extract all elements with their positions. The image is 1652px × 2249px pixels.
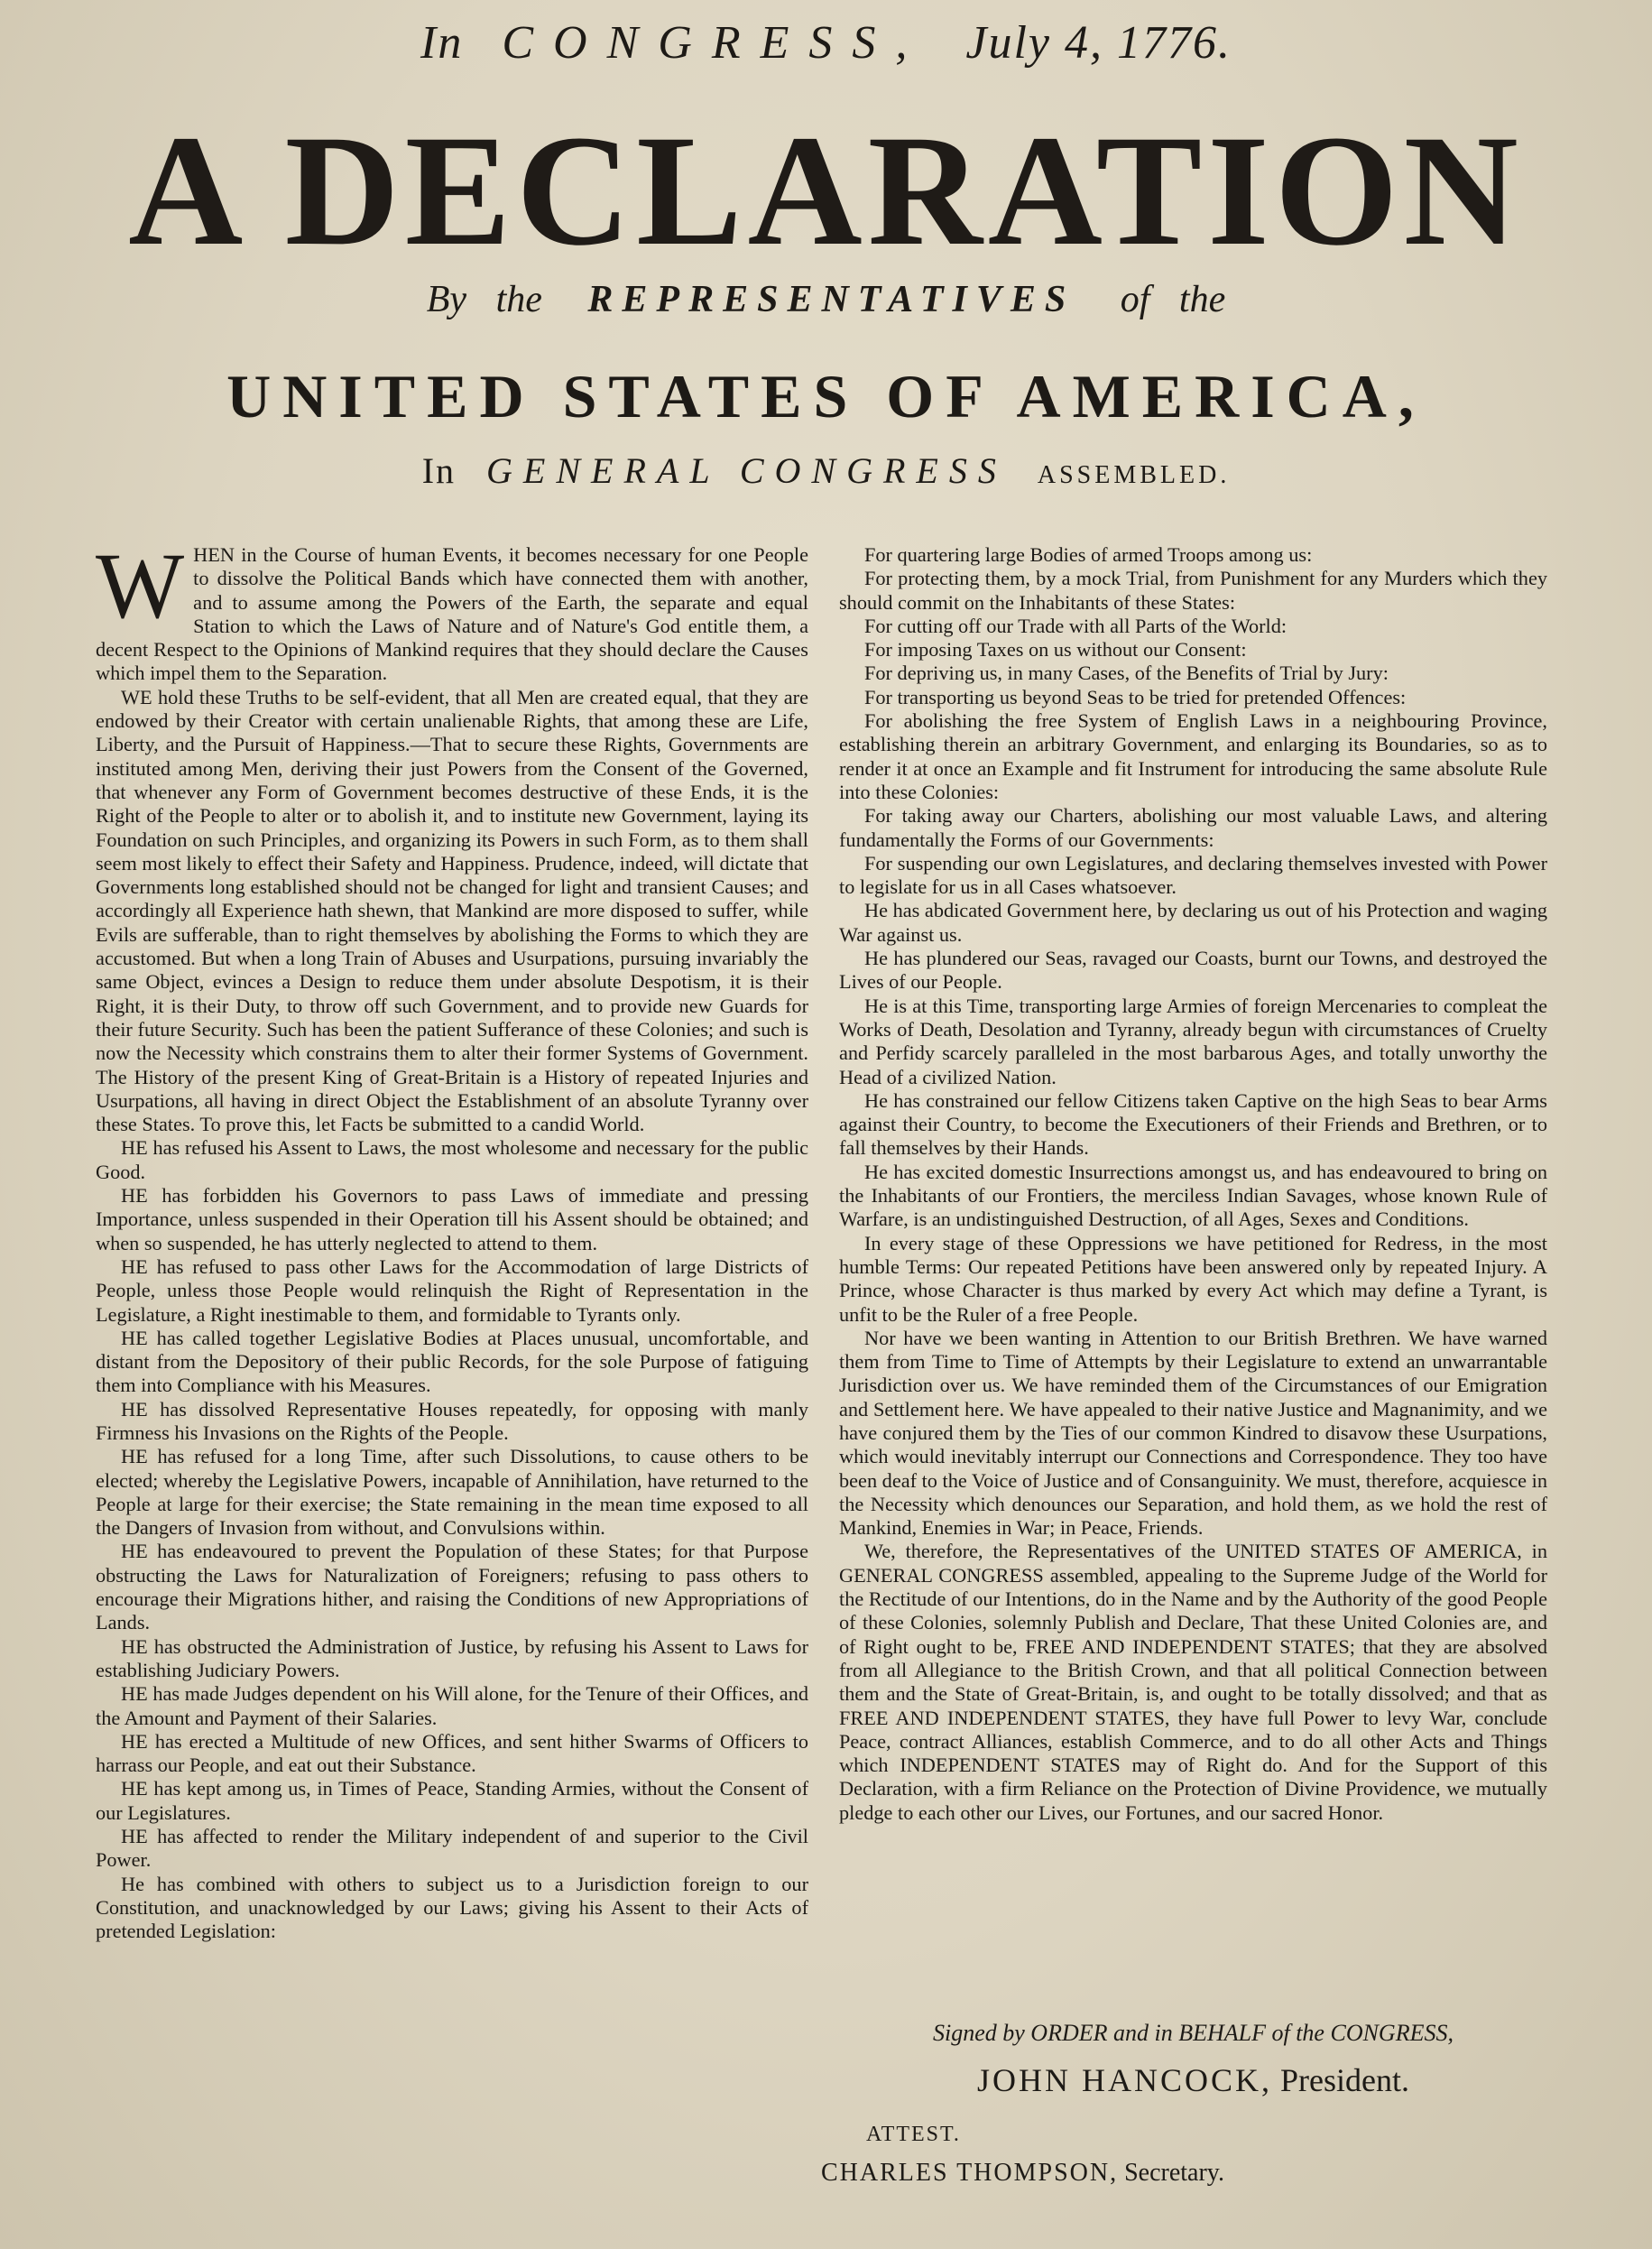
paragraph: HE has dissolved Representative Houses repeatedly, for opposing with manly Firmness his Invasions on the Rights of the People. xyxy=(96,1397,808,1444)
paragraph: For cutting off our Trade with all Parts of the World: xyxy=(864,614,1287,637)
drop-cap: W xyxy=(96,534,185,638)
paragraph: HE has refused his Assent to Laws, the most wholesome and necessary for the public Good. xyxy=(96,1136,808,1183)
paragraph-text: HEN in the Course of human Events, it becomes necessary for one People to dissolve the Political Bands which have connected them with another, and to assume among the Powers of the Earth, the separate and equal Station to which the Laws of Nature and of Nature's God entitle them, a decent Respect to the Opinions of Mankind requires that they should declare the Causes which impel them to the Separation. xyxy=(96,543,808,685)
paragraph: HE has kept among us, in Times of Peace, Standing Armies, without the Consent of our Legislatures. xyxy=(96,1777,808,1824)
assembled-line xyxy=(0,449,1652,492)
paragraph: For suspending our own Legislatures, and declaring themselves invested with Power to legislate for us in all Cases whatsoever. xyxy=(839,851,1547,899)
paragraph: We, therefore, the Representatives of the UNITED STATES OF AMERICA, in GENERAL CONGRESS assembled, appealing to the Supreme Judge of the World for the Rectitude of our Intentions, do in the Name and by the Authority of the good People of these Colonies, solemnly Publish and Declare, That these United Colonies are, and of Right ought to be, FREE AND INDEPENDENT STATES; that they are absolved from all Allegiance to the British Crown, and that all political Connection between them and the State of Great-Britain, is, and ought to be totally dissolved; and that as FREE AND INDEPENDENT STATES, they have full Power to levy War, conclude Peace, contract Alliances, establish Commerce, and to do all other Acts and Things which INDEPENDENT STATES may of Right do. And for the Support of this Declaration, with a firm Reliance on the Protection of Divine Providence, we mutually pledge to each other our Lives, our Fortunes, and our sacred Honor. xyxy=(839,1540,1547,1824)
thompson-title: Secretary. xyxy=(1124,2159,1224,2187)
hancock-title: President. xyxy=(1280,2062,1409,2098)
paragraph: For imposing Taxes on us without our Consent: xyxy=(864,638,1247,662)
header-congress: CONGRESS, xyxy=(502,17,928,69)
paragraph: HE has erected a Multitude of new Offices, and sent hither Swarms of Officers to harrass our People, and eat out their Substance. xyxy=(96,1729,808,1777)
paragraph: For abolishing the free System of English Laws in a neighbouring Province, establishing therein an arbitrary Government, and enlarging its Boundaries, so as to render it at once an Example and fit Instrument for introducing the same absolute Rule into these Colonies: xyxy=(839,709,1547,803)
paragraph: WE hold these Truths to be self-evident, that all Men are created equal, that they are endowed by their Creator with certain unalienable Rights, that among these are Life, Liberty, and the Pursuit of Happiness.—That to secure these Rights, Governments are instituted among Men, deriving their just Powers from the Consent of the Governed, that whenever any Form of Government becomes destructive of these Ends, it is the Right of the People to alter or to abolish it, and to institute new Government, laying its Foundation on such Principles, and organizing its Powers in such Form, as to them shall seem most likely to effect their Safety and Happiness. Prudence, indeed, will dictate that Governments long established should not be changed for light and transient Causes; and accordingly all Experience hath shewn, that Mankind are more disposed to suffer, while Evils are sufferable, than to right themselves by abolishing the Forms to which they are accustomed. But when a long Train of Abuses and Usurpations, pursuing invariably the same Object, evinces a Design to reduce them under absolute Despotism, it is their Right, it is their Duty, to throw off such Government, and to provide new Guards for their future Security. Such has been the patient Sufferance of these Colonies; and such is now the Necessity which constrains them to alter their former Systems of Government. The History of the present King of Great-Britain is a History of repeated Injuries and Usurpations, all having in direct Object the Establishment of an absolute Tyranny over these States. To prove this, let Facts be submitted to a candid World. xyxy=(96,685,808,1136)
paragraph: HE has forbidden his Governors to pass Laws of immediate and pressing Importance, unless suspended in their Operation till his Assent should be obtained; and when so suspended, he has utterly neglected to attend to them. xyxy=(96,1184,808,1254)
paragraph xyxy=(96,534,808,686)
paragraph: He has excited domestic Insurrections amongst us, and has endeavoured to bring on the Inhabitants of our Frontiers, the merciless Indian Savages, whose known Rule of Warfare, is an undistinguished Destruction, of all Ages, Sexes and Conditions. xyxy=(839,1160,1547,1231)
subtitle xyxy=(0,278,1652,321)
paragraph: For taking away our Charters, abolishing our most valuable Laws, and altering fundamentally the Forms of our Governments: xyxy=(839,804,1547,851)
subtitle-of-the: of the xyxy=(1120,279,1226,320)
paragraph: HE has endeavoured to prevent the Population of these States; for that Purpose obstructing the Laws for Naturalization of Foreigners; refusing to pass others to encourage their Migrations hither, and raising the Conditions of new Appropriations of Lands. xyxy=(96,1540,808,1634)
paragraph: HE has called together Legislative Bodies at Places unusual, uncomfortable, and distant from the Depository of their public Records, for the sole Purpose of fatiguing them into Compliance with his Measures. xyxy=(96,1326,808,1397)
assembled-word: ASSEMBLED. xyxy=(1037,461,1231,489)
header-line xyxy=(0,16,1652,69)
paragraph: Nor have we been wanting in Attention to our British Brethren. We have warned them from Time to Time of Attempts by their Legislature to extend an unwarrantable Jurisdiction over us. We have reminded them of the Circumstances of our Emigration and Settlement here. We have appealed to their native Justice and Magnanimity, and we have conjured them by the Ties of our common Kindred to disavow these Usurpations, which would inevitably interrupt our Connections and Correspondence. They too have been deaf to the Voice of Justice and of Consanguinity. We must, therefore, acquiesce in the Necessity which denounces our Separation, and hold them, as we hold the rest of Mankind, Enemies in War; in Peace, Friends. xyxy=(839,1326,1547,1540)
country-heading: UNITED STATES OF AMERICA, xyxy=(226,362,1426,430)
hancock-signature xyxy=(839,2061,1547,2099)
subtitle-by-the: By the xyxy=(426,279,542,320)
page-title: A DECLARATION xyxy=(128,103,1524,279)
paragraph: HE has made Judges dependent on his Will alone, for the Tenure of their Offices, and the Amount and Payment of their Salaries. xyxy=(96,1682,808,1729)
paragraph: He has plundered our Seas, ravaged our Coasts, burnt our Towns, and destroyed the Lives of our People. xyxy=(839,947,1547,994)
assembled-general-congress: GENERAL CONGRESS xyxy=(486,450,1007,491)
paragraph: He is at this Time, transporting large Armies of foreign Mercenaries to compleat the Works of Death, Desolation and Tyranny, already begun with circumstances of Cruelty and Perfidy scarcely paralleled in the most barbarous Ages, and totally unworthy the Head of a civilized Nation. xyxy=(839,994,1547,1088)
header-date: July 4, 1776. xyxy=(965,17,1232,69)
paragraph: He has abdicated Government here, by declaring us out of his Protection and waging War against us. xyxy=(839,899,1547,946)
paragraph: HE has affected to render the Military independent of and superior to the Civil Power. xyxy=(96,1825,808,1872)
left-column xyxy=(96,534,808,1944)
paragraph: He has constrained our fellow Citizens taken Captive on the high Seas to bear Arms against their Country, to become the Executioners of their Friends and Brethren, or to fall themselves by their Hands. xyxy=(839,1088,1547,1160)
paragraph: HE has refused to pass other Laws for the Accommodation of large Districts of People, unless those People would relinquish the Right of Representation in the Legislature, a Right inestimable to them, and formidable to Tyrants only. xyxy=(96,1254,808,1326)
signed-line: Signed by ORDER and in BEHALF of the CONGRESS, xyxy=(933,2020,1454,2046)
paragraph: For protecting them, by a mock Trial, from Punishment for any Murders which they should commit on the Inhabitants of these States: xyxy=(839,567,1547,614)
subtitle-representatives: REPRESENTATIVES xyxy=(587,279,1075,320)
attest-label: ATTEST. xyxy=(866,2123,961,2146)
header-in: In xyxy=(420,17,464,69)
paragraph: In every stage of these Oppressions we have petitioned for Redress, in the most humble Terms: Our repeated Petitions have been answered only by repeated Injury. A Prince, whose Character is thus marked by every Act which may define a Tyrant, is unfit to be the Ruler of a free People. xyxy=(839,1231,1547,1326)
paragraph: For quartering large Bodies of armed Troops among us: xyxy=(864,543,1313,566)
paragraph: For transporting us beyond Seas to be tried for pretended Offences: xyxy=(864,685,1407,708)
assembled-in: In xyxy=(421,450,457,491)
paragraph: He has combined with others to subject us to a Jurisdiction foreign to our Constitution, and unacknowledged by our Laws; giving his Assent to their Acts of pretended Legislation: xyxy=(96,1872,808,1943)
right-column xyxy=(839,543,1547,1825)
paragraph: For depriving us, in many Cases, of the Benefits of Trial by Jury: xyxy=(864,662,1389,685)
thompson-signature xyxy=(821,2159,1224,2188)
paragraph: HE has refused for a long Time, after such Dissolutions, to cause others to be elected; whereby the Legislative Powers, incapable of Annihilation, have returned to the People at large for their exercise; the State remaining in the mean time exposed to all the Dangers of Invasion from without, and Convulsions within. xyxy=(96,1445,808,1540)
paragraph: HE has obstructed the Administration of Justice, by refusing his Assent to Laws for establishing Judiciary Powers. xyxy=(96,1634,808,1681)
thompson-name: CHARLES THOMPSON, xyxy=(821,2159,1119,2187)
hancock-name: JOHN HANCOCK, xyxy=(976,2062,1273,2098)
